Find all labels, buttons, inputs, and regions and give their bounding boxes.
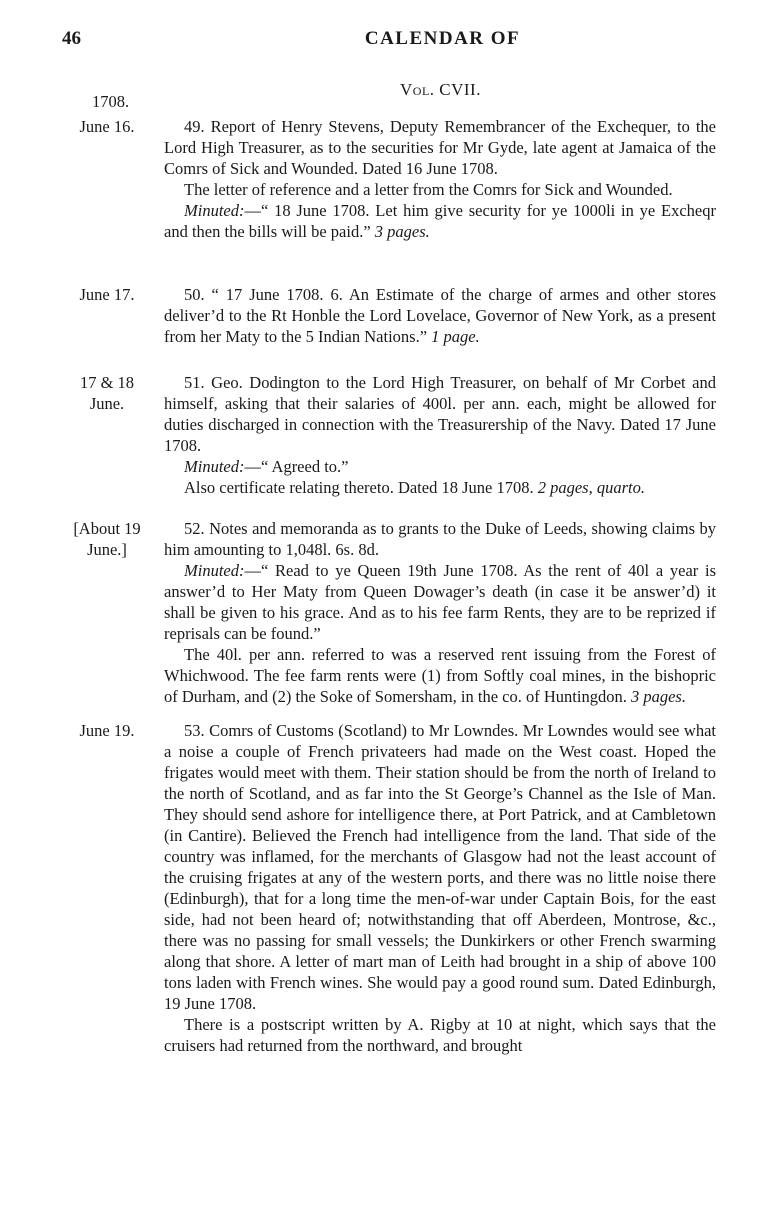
minuted-text: —“ 18 June 1708. Let him give security for ye 1000li in ye Excheqr and then the bills will be paid.” [164, 201, 716, 241]
page-count: 2 pages, quarto. [537, 478, 645, 497]
minuted-text: —“ Read to ye Queen 19th June 1708. As the rent of 40l a year is answer’d to Her Maty from Queen Dowager’s death (in case it be answer’d) it shall be given to his grace. And as to his fee farm Rents, they are to be reprized if reprisals can be found.” [164, 561, 716, 643]
entry-body [164, 518, 716, 707]
page-number: 46 [62, 28, 81, 49]
year-label: 1708. [92, 92, 130, 111]
page-count: 3 pages. [374, 222, 430, 241]
entry-text: 53. Comrs of Customs (Scotland) to Mr Lowndes. Mr Lowndes would see what a noise a couple of French privateers had made on the West coast. Hoped the frigates would meet with them. Their station should be from the north of Ireland to the north of Scotland, and as far into the St George’s Channel as the Isle of Man. They should send ashore for intelligence there, at Port Patrick, and at Cambletown (in Cantire). Believed the French had intelligence from the land. That side of the country was inflamed, for the merchants of Glasgow had not the least account of the cruising frigates at any of the western ports, and there was no little noise there (Edinburgh), that for a long time the men-of-war under Captain Bois, for the east side, had not been heard of; notwithstanding that off Aberdeen, Montrose, &c., there was no passing for small vessels; the Dunkirkers or other French swarming along that shore. A letter of mart man of Leith had brought in a ship of above 100 tons laden with French wines. She would pay a good round sum. Dated Edinburgh, 19 June 1708. [164, 721, 716, 1013]
entry-date: June 16. [79, 117, 135, 136]
entry-body [164, 720, 716, 1056]
minuted-label: Minuted: [184, 201, 245, 220]
entry-text: 52. Notes and memoranda as to grants to the Duke of Leeds, showing claims by him amounting to 1,048l. 6s. 8d. [164, 519, 716, 559]
entry-text: 49. Report of Henry Stevens, Deputy Remembrancer of the Exchequer, to the Lord High Treasurer, as to the securities for Mr Gyde, late agent at Jamaica of the Comrs of Sick and Wounded. Dated 16 June 1708. [164, 117, 716, 178]
volume-heading: Vol. CVII. [400, 80, 481, 99]
entry-minute [164, 560, 716, 644]
entry-date: June 19. [79, 721, 135, 740]
page-count: 1 page. [431, 327, 480, 346]
entry-date: [About 19 June.] [73, 519, 141, 559]
entry-note: The 40l. per ann. referred to was a reserved rent issuing from the Forest of Whichwood. The fee farm rents were (1) from Softly coal mines, in the bishopric of Durham, and (2) the Soke of Somersham, in the co. of Huntingdon. 3 pages. [164, 645, 716, 706]
entry-date: June 17. [79, 285, 135, 304]
entry-note: Also certificate relating thereto. Dated 18 June 1708. 2 pages, quarto. [184, 478, 645, 497]
minuted-text: —“ Agreed to.” [244, 457, 349, 476]
page-count: 3 pages. [630, 687, 686, 706]
entry-date: 17 & 18 June. [79, 373, 135, 413]
entry-text: 50. “ 17 June 1708. 6. An Estimate of the charge of armes and other stores deliver’d to the Rt Honble the Lord Lovelace, Governor of New York, as a present from her Maty to the 5 Indian Nations.” 1 page. [164, 285, 716, 346]
entry-body [164, 116, 716, 242]
entry-note: The letter of reference and a letter from the Comrs for Sick and Wounded. [184, 180, 673, 199]
entry-minute [164, 200, 716, 242]
running-head: CALENDAR OF [364, 28, 521, 49]
entry-body [164, 372, 716, 498]
entry-text: 51. Geo. Dodington to the Lord High Treasurer, on behalf of Mr Corbet and himself, asking that their salaries of 400l. per ann. each, might be allowed for duties discharged in connection with the Treasurership of the Navy. Dated 17 June 1708. [164, 373, 716, 455]
minuted-label: Minuted: [184, 561, 245, 580]
entry-note: There is a postscript written by A. Rigby at 10 at night, which says that the cruisers had returned from the northward, and brought [164, 1015, 716, 1055]
minuted-label: Minuted: [184, 457, 245, 476]
entry-body [164, 284, 716, 347]
entry-minute [164, 456, 716, 477]
